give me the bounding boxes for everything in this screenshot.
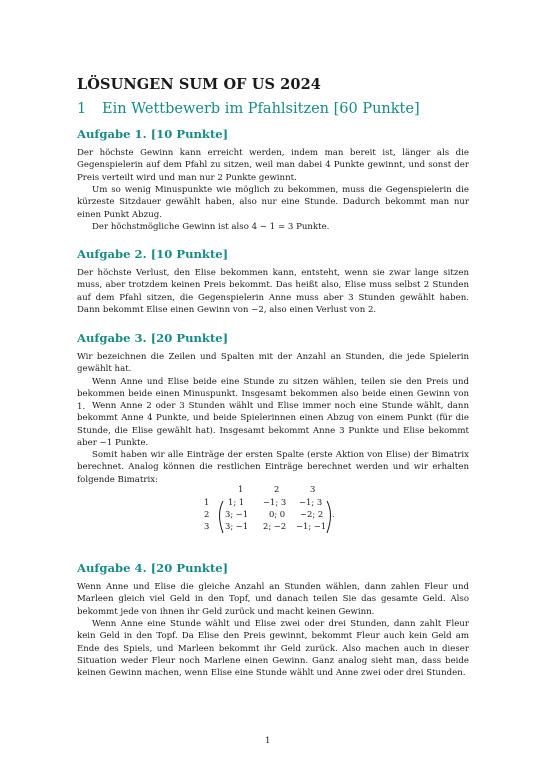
- matrix-row-label: 1: [204, 497, 210, 507]
- matrix-cell: 3; −1: [225, 509, 249, 519]
- matrix-cell: 2; −2: [263, 521, 287, 531]
- task-heading: Aufgabe 2. [10 Punkte]: [77, 247, 229, 261]
- matrix-trailing-period: .: [332, 509, 335, 519]
- paragraph: Somit haben wir alle Einträge der ersten Spalte (erste Aktion von Elise) der Bimatrix berechnet. Analog können die restlichen Einträge berechnet werden und wir erhalten folgende Bimatrix:: [77, 450, 469, 485]
- matrix-row-label: 2: [204, 509, 210, 519]
- matrix-cell: −1; 3: [263, 497, 287, 507]
- paragraph: Der höchste Gewinn kann erreicht werden, indem man bereit ist, länger als die Gegenspielerin auf dem Pfahl zu sitzen, weil man dabei 4 Punkte gewinnt, und sonst der Preis verteilt wird und man nur 2 Punkte gewinnt.: [77, 148, 469, 183]
- matrix-cell: −2; 2: [300, 509, 324, 519]
- paragraph: Um so wenig Minuspunkte wie möglich zu bekommen, muss die Gegenspielerin die kürzeste Sitzdauer gewählt haben, also nur eine Stunde. Dadurch bekommt man nur einen Punkt Abzug.: [77, 185, 469, 220]
- section-heading: [77, 101, 420, 117]
- section-number: 1: [77, 101, 87, 117]
- matrix-cell: −1; 3: [299, 497, 323, 507]
- matrix-cell: 3; −1: [225, 521, 249, 531]
- paragraph: Wenn Anne eine Stunde wählt und Elise zwei oder drei Stunden, dann zahlt Fleur kein Geld in den Topf. Da Elise den Preis gewinnt, bekommt Fleur auch kein Geld am Ende des Spiels, und Marleen bekommt ihr Geld zurück. Also machen auch in dieser Situation weder Fleur noch Marlene einen Gewinn. Ganz analog sieht man, dass beide keinen Gewinn machen, wenn Elise eine Stunde wählt und Anne zwei oder drei Stunden.: [77, 619, 469, 679]
- matrix-row-label: 3: [204, 521, 210, 531]
- paragraph: Wir bezeichnen die Zeilen und Spalten mit der Anzahl an Stunden, die jede Spielerin gewählt hat.: [77, 352, 469, 375]
- section-title: Ein Wettbewerb im Pfahlsitzen [60 Punkte]: [102, 101, 420, 117]
- task-heading: Aufgabe 3. [20 Punkte]: [77, 331, 229, 345]
- task-heading: Aufgabe 1. [10 Punkte]: [77, 127, 229, 141]
- matrix-column-label: 1: [238, 484, 244, 494]
- task-heading: Aufgabe 4. [20 Punkte]: [77, 561, 229, 575]
- bimatrix: [203, 484, 343, 535]
- matrix-column-label: 2: [274, 484, 280, 494]
- paragraph: Wenn Anne 2 oder 3 Stunden wählt und Elise immer noch eine Stunde wählt, dann bekommt Anne 4 Punkte, und beide Spielerinnen einen Abzug von einem Punkt (für die Stunde, die Elise gewählt hat). Insgesamt bekommt Anne 3 Punkte und Elise bekommt aber −1 Punkte.: [77, 401, 469, 448]
- document-title: LÖSUNGEN SUM OF US 2024: [77, 76, 321, 93]
- page-number: 1: [265, 736, 271, 746]
- paragraph: Der höchste Verlust, den Elise bekommen kann, entsteht, wenn sie zwar lange sitzen muss, aber trotzdem keinen Preis bekommt. Das heißt also, Elise muss selbst 2 Stunden auf dem Pfahl sitzen, die Gegenspielerin Anne muss aber 3 Stunden gewählt haben. Dann bekommt Elise einen Gewinn von −2, also einen Verlust von 2.: [77, 268, 469, 315]
- matrix-column-label: 3: [310, 484, 316, 494]
- matrix-cell: −1; −1: [296, 521, 327, 531]
- paragraph: Wenn Anne und Elise beide eine Stunde zu sitzen wählen, teilen sie den Preis und bekommen beide einen Minuspunkt. Insgesamt bekommen also beide einen Gewinn von 1.: [77, 377, 469, 412]
- paragraph: Der höchstmögliche Gewinn ist also 4 − 1 = 3 Punkte.: [92, 222, 330, 232]
- paragraph: Wenn Anne und Elise die gleiche Anzahl an Stunden wählen, dann zahlen Fleur und Marleen gleich viel Geld in den Topf, und danach teilen Sie das gesamte Geld. Also bekommt jede von ihnen ihr Geld zurück und macht keinen Gewinn.: [77, 582, 469, 617]
- matrix-cell: 1; 1: [228, 497, 245, 507]
- matrix-cell: 0; 0: [269, 509, 286, 519]
